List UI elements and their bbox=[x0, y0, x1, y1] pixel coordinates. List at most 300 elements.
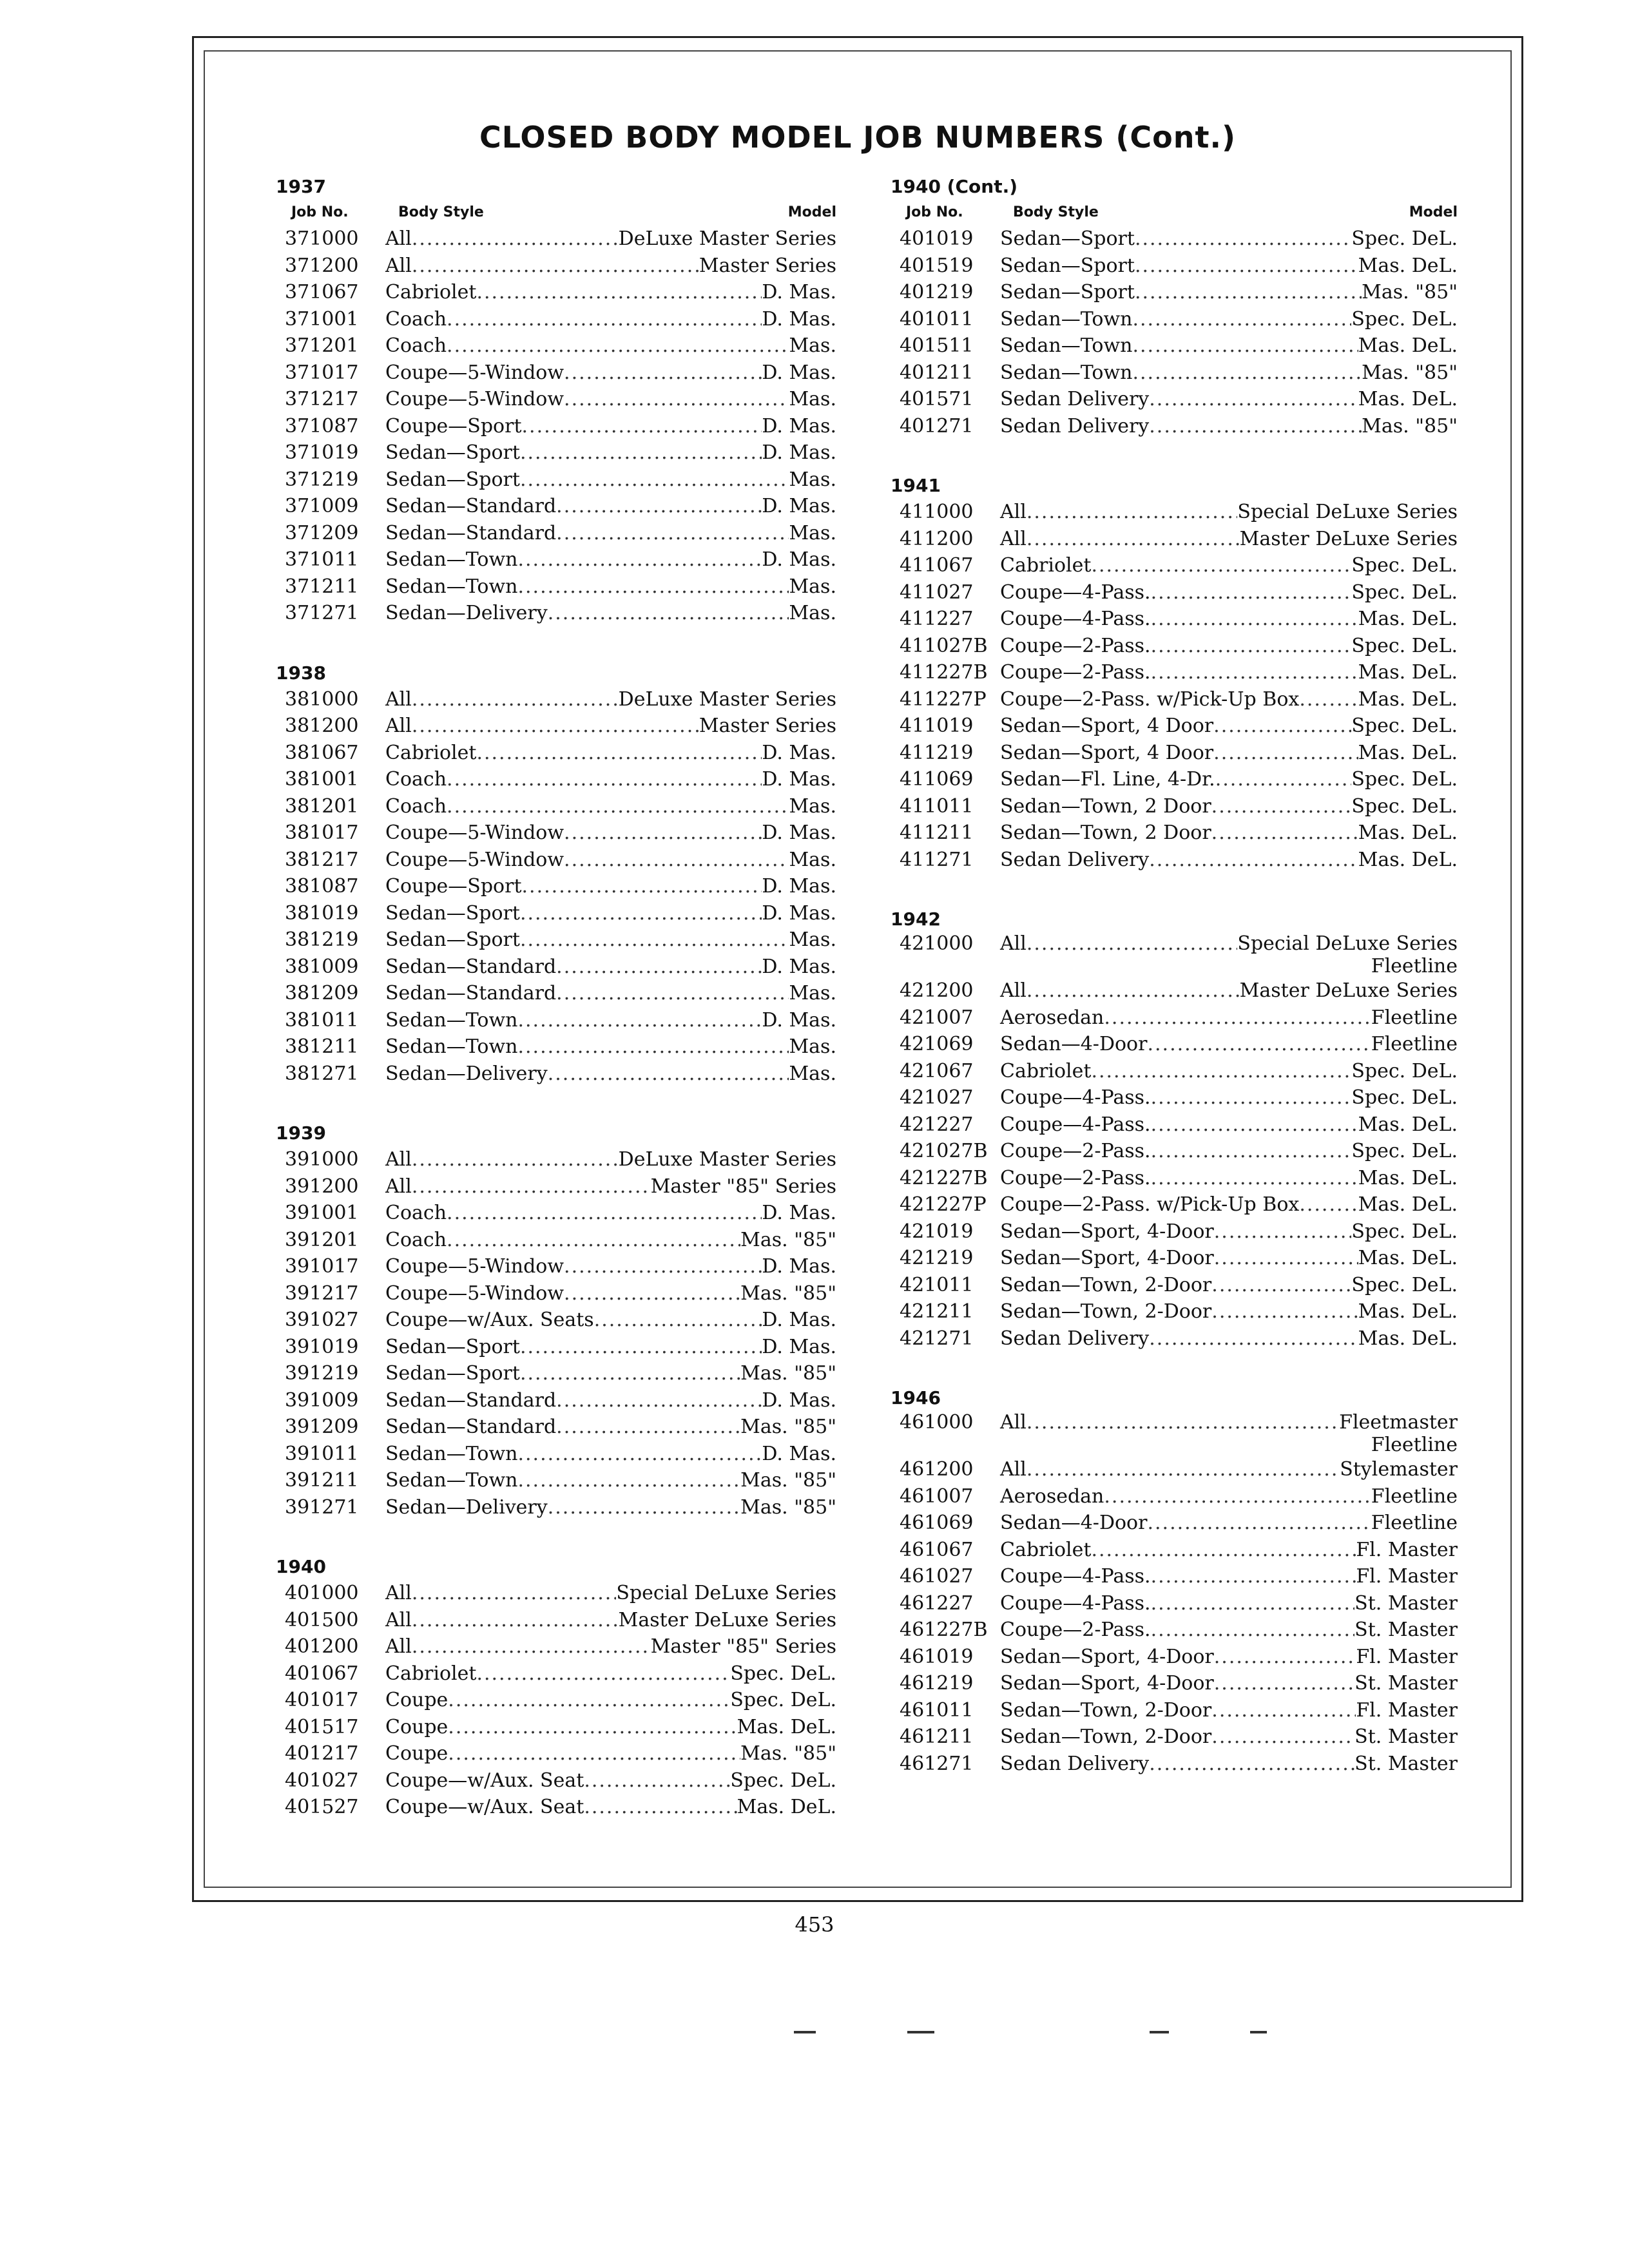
body-style: Coupe—4-Pass. bbox=[1000, 1086, 1151, 1109]
table-row bbox=[891, 386, 1458, 413]
dot-leader bbox=[1299, 1191, 1358, 1218]
dot-leader bbox=[1149, 386, 1358, 413]
model-cell: Mas. DeL. bbox=[1358, 822, 1458, 844]
year-heading: 1946 bbox=[891, 1387, 941, 1408]
model-cell: Fl. Master bbox=[1356, 1698, 1458, 1722]
table-row bbox=[276, 573, 836, 601]
dot-leader bbox=[1151, 1165, 1358, 1192]
dot-leader bbox=[1211, 820, 1358, 847]
body-style: Sedan—Sport, 4-Door bbox=[1000, 1247, 1214, 1269]
dot-leader bbox=[1151, 1111, 1358, 1139]
table-row bbox=[276, 1687, 836, 1714]
body-style: Coupe bbox=[385, 1689, 448, 1711]
dot-leader bbox=[476, 279, 762, 306]
body-style: Sedan—Town, 2-Door bbox=[1000, 1273, 1212, 1296]
job-number: 371011 bbox=[285, 548, 359, 571]
job-number: 411211 bbox=[900, 822, 974, 844]
model-cell: Mas. DeL. bbox=[1358, 254, 1458, 277]
body-style: Coupe—4-Pass. bbox=[1000, 581, 1151, 604]
model-cell: Fleetline bbox=[1371, 1033, 1458, 1055]
dot-leader bbox=[1213, 740, 1358, 767]
body-style: All bbox=[1000, 1458, 1027, 1481]
body-style: Sedan—Town, 2 Door bbox=[1000, 822, 1211, 844]
table-row bbox=[891, 552, 1458, 579]
job-number: 401211 bbox=[900, 361, 974, 384]
model-cell: D. Mas. bbox=[762, 548, 836, 571]
model-cell: Mas. DeL. bbox=[1358, 1247, 1458, 1269]
table-row bbox=[276, 1494, 836, 1521]
model-cell: Spec. DeL. bbox=[730, 1769, 836, 1792]
page-number: 453 bbox=[795, 1912, 834, 1937]
table-row bbox=[276, 927, 836, 954]
body-style: Sedan Delivery bbox=[1000, 388, 1150, 410]
model-cell: Spec. DeL. bbox=[1351, 1059, 1458, 1082]
dot-leader bbox=[447, 306, 762, 333]
dot-leader bbox=[412, 1633, 651, 1660]
dot-leader bbox=[1104, 1004, 1371, 1032]
section-gap bbox=[276, 1087, 836, 1120]
model-cell: D. Mas. bbox=[762, 1008, 836, 1032]
table-row bbox=[891, 659, 1458, 686]
model-cell: Fleetline bbox=[1371, 1006, 1458, 1029]
body-style: Coach bbox=[385, 1202, 447, 1224]
table-row bbox=[891, 1004, 1458, 1032]
dot-leader bbox=[1151, 633, 1352, 660]
table-row bbox=[891, 820, 1458, 847]
table-row bbox=[276, 1280, 836, 1307]
body-style: Sedan—Standard bbox=[385, 521, 557, 544]
dot-leader bbox=[1213, 713, 1351, 740]
year-section bbox=[891, 473, 1458, 873]
job-number: 421027 bbox=[900, 1086, 974, 1109]
model-cell: Mas. DeL. bbox=[1358, 1193, 1458, 1216]
dot-leader bbox=[1091, 1058, 1351, 1085]
body-style: Coupe—2-Pass. bbox=[1000, 1166, 1151, 1189]
year-heading: 1941 bbox=[891, 475, 941, 496]
dot-leader bbox=[517, 1467, 740, 1494]
body-style: Coupe—4-Pass. bbox=[1000, 608, 1151, 630]
model-cell: Fl. Master bbox=[1356, 1565, 1458, 1588]
dot-leader bbox=[447, 1227, 740, 1254]
model-cell: D. Mas. bbox=[762, 875, 836, 898]
job-number: 391011 bbox=[285, 1442, 359, 1465]
table-row bbox=[276, 1387, 836, 1414]
dot-leader bbox=[1091, 1537, 1356, 1564]
table-row bbox=[891, 686, 1458, 713]
body-style: Sedan—Delivery bbox=[385, 1062, 548, 1085]
dot-leader bbox=[1214, 1670, 1354, 1697]
body-style: Sedan—Delivery bbox=[385, 602, 548, 624]
job-number: 401200 bbox=[285, 1635, 359, 1658]
body-style: Sedan—Town, 2-Door bbox=[1000, 1725, 1212, 1748]
model-cell: Mas. "85" bbox=[740, 1416, 836, 1438]
body-style: Coach bbox=[385, 794, 447, 818]
model-cell: DeLuxe Master Series bbox=[618, 687, 836, 711]
job-number: 461219 bbox=[900, 1672, 974, 1695]
job-number: 381087 bbox=[285, 875, 359, 898]
job-number: 391200 bbox=[285, 1175, 359, 1198]
job-number: 411067 bbox=[900, 554, 974, 577]
table-row bbox=[276, 980, 836, 1007]
table-row bbox=[891, 226, 1458, 253]
body-style: Sedan—Standard bbox=[385, 495, 557, 517]
job-number: 381211 bbox=[285, 1035, 359, 1058]
dot-leader bbox=[584, 1767, 730, 1794]
model-cell: Spec. DeL. bbox=[1351, 1086, 1458, 1109]
dot-leader bbox=[412, 1173, 651, 1200]
column-headers bbox=[276, 200, 836, 226]
body-style: Sedan—Town, 2-Door bbox=[1000, 1300, 1212, 1323]
job-number: 371019 bbox=[285, 441, 359, 464]
scan-mark bbox=[1250, 2031, 1267, 2033]
model-cell: Mas. "85" bbox=[1362, 281, 1458, 303]
body-style: Sedan Delivery bbox=[1000, 414, 1150, 437]
table-row bbox=[276, 1227, 836, 1254]
model-cell bbox=[1237, 932, 1458, 977]
job-number: 421200 bbox=[900, 979, 974, 1002]
table-row bbox=[276, 1740, 836, 1767]
page-title: CLOSED BODY MODEL JOB NUMBERS (Cont.) bbox=[479, 120, 1237, 155]
body-style: Coupe—5-Window bbox=[385, 848, 564, 871]
model-cell: St. Master bbox=[1354, 1752, 1458, 1775]
job-number: 411027 bbox=[900, 581, 974, 604]
header-body-style: Body Style bbox=[1013, 204, 1099, 220]
job-number: 461000 bbox=[900, 1411, 974, 1434]
body-style: All bbox=[385, 1608, 412, 1631]
scan-mark bbox=[1150, 2031, 1169, 2033]
job-number: 381001 bbox=[285, 768, 359, 791]
header-job-no: Job No. bbox=[906, 204, 963, 220]
table-row bbox=[891, 1191, 1458, 1218]
body-style: Sedan—Standard bbox=[385, 1416, 557, 1438]
model-cell: Mas. bbox=[789, 1062, 836, 1085]
table-row bbox=[891, 1697, 1458, 1724]
job-number: 391209 bbox=[285, 1416, 359, 1438]
left-column bbox=[276, 174, 836, 1821]
dot-leader bbox=[564, 386, 789, 413]
body-style: Sedan—Town bbox=[385, 1008, 518, 1032]
dot-leader bbox=[1149, 847, 1358, 874]
job-number: 381200 bbox=[285, 715, 359, 737]
table-row bbox=[891, 932, 1458, 977]
dot-leader bbox=[520, 439, 762, 466]
body-style: Cabriolet bbox=[385, 281, 477, 303]
dot-leader bbox=[1299, 686, 1358, 713]
table-row bbox=[891, 1590, 1458, 1617]
section-gap bbox=[891, 1352, 1458, 1385]
table-row bbox=[891, 1111, 1458, 1139]
table-row bbox=[891, 1325, 1458, 1352]
model-cell: Spec. DeL. bbox=[730, 1689, 836, 1711]
job-number: 411200 bbox=[900, 527, 974, 550]
table-row bbox=[276, 900, 836, 927]
dot-leader bbox=[1211, 1298, 1358, 1325]
body-style: All bbox=[385, 1175, 412, 1198]
scan-mark bbox=[794, 2031, 816, 2033]
model-cell: Fleetline bbox=[1371, 1512, 1458, 1534]
body-style: Sedan—Standard bbox=[385, 1389, 557, 1412]
table-row bbox=[276, 360, 836, 387]
model-cell: Master Series bbox=[699, 715, 836, 737]
table-row bbox=[891, 1411, 1458, 1456]
body-style: All bbox=[385, 254, 412, 277]
table-row bbox=[276, 1307, 836, 1334]
dot-leader bbox=[1149, 413, 1362, 440]
job-number: 461027 bbox=[900, 1565, 974, 1588]
body-style: Coupe—Sport bbox=[385, 414, 522, 437]
job-number: 401217 bbox=[285, 1742, 359, 1765]
dot-leader bbox=[412, 226, 619, 253]
table-row bbox=[891, 633, 1458, 660]
model-cell: Mas. bbox=[789, 575, 836, 598]
job-number: 421271 bbox=[900, 1327, 974, 1350]
header-body-style: Body Style bbox=[398, 204, 484, 220]
job-number: 411019 bbox=[900, 715, 974, 737]
year-heading: 1940 bbox=[276, 1556, 326, 1577]
job-number: 371067 bbox=[285, 281, 359, 303]
model-cell: Mas. DeL. bbox=[1358, 848, 1458, 871]
body-style: Coupe—5-Window bbox=[385, 388, 564, 410]
model-cell: St. Master bbox=[1354, 1725, 1458, 1748]
job-number: 401571 bbox=[900, 388, 974, 410]
table-row bbox=[276, 1794, 836, 1821]
job-number: 461067 bbox=[900, 1538, 974, 1561]
dot-leader bbox=[447, 332, 789, 360]
model-cell: Mas. bbox=[789, 468, 836, 491]
table-row bbox=[891, 977, 1458, 1004]
job-number: 421211 bbox=[900, 1300, 974, 1323]
table-row bbox=[891, 526, 1458, 553]
body-style: Coach bbox=[385, 1228, 447, 1251]
job-number: 371200 bbox=[285, 254, 359, 277]
model-cell: Mas. DeL. bbox=[1358, 661, 1458, 684]
model-cell: Mas. DeL. bbox=[1358, 741, 1458, 764]
body-style: Coupe bbox=[385, 1742, 448, 1765]
dot-leader bbox=[412, 713, 699, 740]
model-cell: D. Mas. bbox=[762, 307, 836, 331]
job-number: 461211 bbox=[900, 1725, 974, 1748]
table-row bbox=[276, 1714, 836, 1741]
dot-leader bbox=[556, 1387, 762, 1414]
body-style: Sedan Delivery bbox=[1000, 1327, 1150, 1350]
table-row bbox=[276, 413, 836, 440]
job-number: 401067 bbox=[285, 1662, 359, 1685]
job-number: 381217 bbox=[285, 848, 359, 871]
right-column bbox=[891, 174, 1458, 1777]
table-row bbox=[276, 1467, 836, 1494]
body-style: Sedan—Sport bbox=[385, 468, 520, 491]
dot-leader bbox=[1151, 659, 1358, 686]
model-cell: Master DeLuxe Series bbox=[618, 1608, 836, 1631]
model-cell: Spec. DeL. bbox=[1351, 581, 1458, 604]
model-cell: Fleetline bbox=[1371, 1485, 1458, 1508]
model-cell: Spec. DeL. bbox=[1351, 307, 1458, 331]
model-cell: St. Master bbox=[1354, 1672, 1458, 1695]
job-number: 411227 bbox=[900, 608, 974, 630]
dot-leader bbox=[548, 1061, 789, 1088]
dot-leader bbox=[1027, 499, 1238, 526]
table-row bbox=[891, 1724, 1458, 1751]
table-row bbox=[276, 546, 836, 573]
model-cell: Mas. bbox=[789, 982, 836, 1004]
body-style: Coupe—5-Window bbox=[385, 361, 564, 384]
table-row bbox=[276, 520, 836, 547]
job-number: 461007 bbox=[900, 1485, 974, 1508]
model-name-alt: Fleetline bbox=[1371, 1434, 1458, 1456]
body-style: Sedan—Sport, 4 Door bbox=[1000, 741, 1214, 764]
table-row bbox=[891, 1617, 1458, 1644]
table-row bbox=[276, 1146, 836, 1173]
model-cell: Mas. DeL. bbox=[1358, 1113, 1458, 1136]
table-row bbox=[891, 1483, 1458, 1510]
table-row bbox=[276, 1334, 836, 1361]
table-row bbox=[891, 1644, 1458, 1671]
job-number: 411227P bbox=[900, 687, 987, 711]
dot-leader bbox=[1135, 279, 1362, 306]
table-row bbox=[276, 600, 836, 627]
table-row bbox=[891, 606, 1458, 633]
dot-leader bbox=[1132, 332, 1358, 360]
model-cell: St. Master bbox=[1354, 1591, 1458, 1615]
body-style: Coupe—5-Window bbox=[385, 822, 564, 844]
body-style: Sedan—Sport bbox=[385, 901, 520, 925]
body-style: All bbox=[385, 227, 412, 250]
body-style: Sedan—Sport, 4-Door bbox=[1000, 1220, 1214, 1243]
table-row bbox=[891, 1031, 1458, 1058]
job-number: 381009 bbox=[285, 955, 359, 978]
section-gap bbox=[276, 627, 836, 660]
model-cell: Mas. bbox=[789, 334, 836, 357]
table-row bbox=[276, 386, 836, 413]
body-style: Coach bbox=[385, 307, 447, 331]
body-style: Sedan—Sport bbox=[1000, 254, 1135, 277]
body-style: Sedan Delivery bbox=[1000, 848, 1150, 871]
dot-leader bbox=[1211, 793, 1352, 820]
year-section bbox=[276, 1554, 836, 1821]
model-cell: Stylemaster bbox=[1340, 1458, 1458, 1481]
dot-leader bbox=[522, 413, 762, 440]
model-cell: Spec. DeL. bbox=[1351, 1220, 1458, 1243]
job-number: 391201 bbox=[285, 1228, 359, 1251]
table-row bbox=[276, 1253, 836, 1280]
job-number: 461011 bbox=[900, 1698, 974, 1722]
body-style: Coupe—2-Pass. bbox=[1000, 661, 1151, 684]
model-cell: Special DeLuxe Series bbox=[616, 1582, 836, 1604]
model-cell: D. Mas. bbox=[762, 441, 836, 464]
table-row bbox=[891, 1537, 1458, 1564]
dot-leader bbox=[1027, 526, 1240, 553]
model-cell: Fl. Master bbox=[1356, 1538, 1458, 1561]
table-row bbox=[891, 1138, 1458, 1165]
table-row bbox=[276, 793, 836, 820]
job-number: 371017 bbox=[285, 361, 359, 384]
body-style: Sedan—Sport bbox=[385, 928, 520, 951]
dot-leader bbox=[1135, 226, 1351, 253]
dot-leader bbox=[564, 1253, 762, 1280]
table-row bbox=[891, 499, 1458, 526]
job-number: 401011 bbox=[900, 307, 974, 331]
body-style: Coupe—2-Pass. w/Pick-Up Box bbox=[1000, 687, 1300, 711]
model-cell: D. Mas. bbox=[762, 414, 836, 437]
table-row bbox=[891, 306, 1458, 333]
model-cell: Mas. bbox=[789, 794, 836, 818]
job-number: 401017 bbox=[285, 1689, 359, 1711]
dot-leader bbox=[556, 980, 789, 1007]
table-row bbox=[891, 1751, 1458, 1778]
model-cell: D. Mas. bbox=[762, 1442, 836, 1465]
job-number: 421069 bbox=[900, 1033, 974, 1055]
table-row bbox=[891, 413, 1458, 440]
model-cell: Master "85" Series bbox=[650, 1175, 836, 1198]
dot-leader bbox=[1151, 579, 1352, 606]
dot-leader bbox=[517, 1441, 762, 1468]
dot-leader bbox=[1211, 1272, 1351, 1299]
dot-leader bbox=[476, 1660, 730, 1687]
body-style: Cabriolet bbox=[1000, 1059, 1092, 1082]
dot-leader bbox=[448, 1714, 737, 1741]
dot-leader bbox=[520, 927, 789, 954]
model-cell: Mas. "85" bbox=[740, 1495, 836, 1519]
model-cell: D. Mas. bbox=[762, 1202, 836, 1224]
model-cell: Master Series bbox=[699, 254, 836, 277]
job-number: 411069 bbox=[900, 768, 974, 791]
table-row bbox=[891, 1058, 1458, 1085]
job-number: 421000 bbox=[900, 932, 974, 955]
model-name-alt: Fleetline bbox=[1371, 955, 1458, 977]
dot-leader bbox=[412, 686, 619, 713]
job-number: 461271 bbox=[900, 1752, 974, 1775]
dot-leader bbox=[548, 600, 789, 627]
job-number: 401000 bbox=[285, 1582, 359, 1604]
job-number: 421027B bbox=[900, 1140, 988, 1162]
job-number: 401517 bbox=[285, 1715, 359, 1738]
body-style: All bbox=[1000, 979, 1027, 1002]
job-number: 391000 bbox=[285, 1148, 359, 1171]
model-cell: Mas. bbox=[789, 521, 836, 544]
dot-leader bbox=[412, 1146, 619, 1173]
job-number: 371209 bbox=[285, 521, 359, 544]
section-gap bbox=[276, 1521, 836, 1554]
model-cell: DeLuxe Master Series bbox=[618, 1148, 836, 1171]
dot-leader bbox=[1151, 1590, 1355, 1617]
body-style: All bbox=[1000, 932, 1027, 955]
body-style: Sedan—Sport bbox=[385, 441, 520, 464]
job-number: 401500 bbox=[285, 1608, 359, 1631]
model-cell: Mas. "85" bbox=[740, 1282, 836, 1305]
table-row bbox=[276, 847, 836, 874]
model-cell: Spec. DeL. bbox=[1351, 634, 1458, 657]
table-row bbox=[891, 1563, 1458, 1590]
dot-leader bbox=[447, 793, 789, 820]
body-style: Coupe—w/Aux. Seats bbox=[385, 1309, 594, 1331]
model-cell: Master DeLuxe Series bbox=[1239, 979, 1458, 1002]
model-cell: Spec. DeL. bbox=[1351, 715, 1458, 737]
body-style: Coupe—Sport bbox=[385, 875, 522, 898]
job-number: 421019 bbox=[900, 1220, 974, 1243]
model-cell: Master DeLuxe Series bbox=[1239, 527, 1458, 550]
body-style: Sedan—Town bbox=[1000, 334, 1133, 357]
model-cell: D. Mas. bbox=[762, 955, 836, 978]
dot-leader bbox=[1027, 1411, 1339, 1434]
job-number: 461069 bbox=[900, 1512, 974, 1534]
job-number: 391001 bbox=[285, 1202, 359, 1224]
model-cell: D. Mas. bbox=[762, 361, 836, 384]
body-style: Sedan—Town, 2-Door bbox=[1000, 1698, 1212, 1722]
job-number: 421067 bbox=[900, 1059, 974, 1082]
job-number: 381017 bbox=[285, 822, 359, 844]
model-cell: Mas. bbox=[789, 848, 836, 871]
dot-leader bbox=[1132, 306, 1351, 333]
